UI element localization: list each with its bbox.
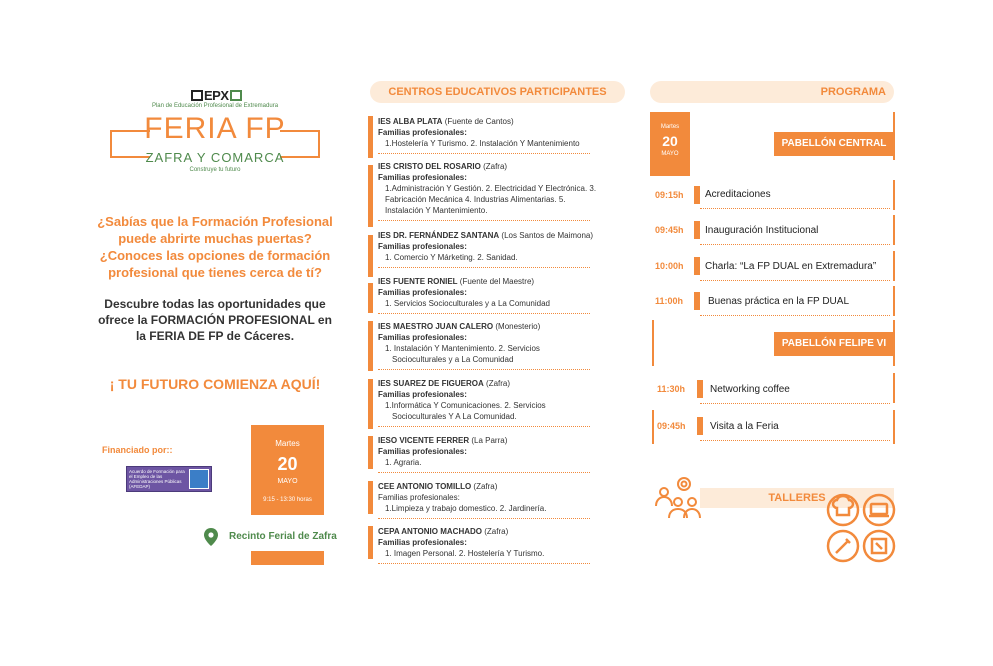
divider: [378, 559, 590, 564]
center-place: (La Parra): [471, 436, 508, 445]
funder-logo: [126, 466, 212, 492]
center-item: [378, 526, 628, 564]
divider: [700, 315, 890, 316]
center-name: IES CRISTO DEL ROSARIO: [378, 162, 481, 171]
slot-line: [893, 180, 895, 210]
center-place: (Fuente del Maestre): [459, 277, 535, 286]
program-day: 20: [662, 133, 678, 149]
families-line: 1. Agraria.: [385, 458, 422, 467]
date-strip: [251, 551, 324, 565]
center-place: (Fuente de Cantos): [444, 117, 514, 126]
families-label: Familias profesionales:: [378, 128, 467, 137]
divider: [378, 149, 590, 154]
slot-activity: Charla: “La FP DUAL en Extremadura”: [705, 261, 877, 272]
families-line: 1. Instalación Y Mantenimiento. 2. Servicios: [385, 344, 540, 353]
families-label: Familias profesionales:: [378, 538, 467, 547]
families-label: Familias profesionales:: [378, 242, 467, 251]
center-item: [378, 161, 628, 221]
slot-line: [893, 410, 895, 444]
slot-activity: Networking coffee: [710, 384, 790, 395]
center-name: CEE ANTONIO TOMILLO: [378, 482, 472, 491]
date-card: [251, 425, 324, 515]
center-place: (Zafra): [473, 482, 498, 491]
funder-text: Acuerdo de Formación para el Empleo de las Administraciones Públicas (AFEDAP): [129, 469, 185, 489]
families-label: Familias profesionales:: [378, 173, 467, 182]
families-label: Familias profesionales:: [378, 390, 467, 399]
divider: [378, 263, 590, 268]
slot-marker: [694, 257, 700, 275]
slot-line: [893, 373, 895, 403]
families-line: 1.Hostelería Y Turismo. 2. Instalación Y Mantenimiento: [385, 139, 580, 148]
center-name: IES MAESTRO JUAN CALERO: [378, 322, 494, 331]
funder-emblem-icon: [189, 469, 209, 489]
slot-activity: Acreditaciones: [705, 189, 771, 200]
center-item: [378, 435, 628, 473]
slot-time: 11:30h: [657, 384, 686, 394]
program-month: MAYO: [661, 151, 679, 157]
slot-activity: Visita a la Feria: [710, 421, 779, 432]
divider: [378, 422, 590, 427]
pavilion-line: [652, 320, 654, 366]
center-name: IES ALBA PLATA: [378, 117, 443, 126]
fair-title-main: FERIA: [144, 112, 236, 145]
fair-title-fp: FP: [245, 112, 286, 145]
future-slogan: ¡ TU FUTURO COMIENZA AQUÍ!: [109, 376, 321, 392]
slot-marker: [697, 417, 703, 435]
slot-activity: Inauguración Institucional: [705, 225, 819, 236]
slot-marker: [694, 221, 700, 239]
families-label: Familias profesionales:: [378, 333, 467, 342]
slot-marker: [694, 186, 700, 204]
center-name: IES SUAREZ DE FIGUEROA: [378, 379, 484, 388]
center-place: (Zafra): [486, 379, 511, 388]
center-name: IES DR. FERNÁNDEZ SANTANA: [378, 231, 500, 240]
families-line: Instalación Y Mantenimiento.: [385, 206, 488, 215]
workshops-banner: TALLERES: [700, 488, 894, 508]
center-place: (Zafra): [484, 527, 509, 536]
families-line: 1.Informática Y Comunicaciones. 2. Servicios: [385, 401, 546, 410]
pavilion-felipe-banner: PABELLÓN FELIPE VI: [774, 332, 894, 356]
program-header: PROGRAMA: [650, 81, 894, 103]
date-month: MAYO: [277, 478, 298, 485]
families-label: Familias profesionales:: [378, 493, 460, 502]
families-line: Fabricación Mecánica 4. Industrias Alimentarias. 5.: [385, 195, 566, 204]
fair-tagline: Construye tu futuro: [189, 167, 241, 173]
slot-time: 09:45h: [657, 421, 686, 431]
divider: [700, 403, 890, 404]
epx-logo: [190, 88, 243, 103]
divider: [378, 365, 590, 370]
divider: [700, 280, 890, 281]
families-line: Socioculturales y a La Comunidad: [392, 355, 514, 364]
families-line: 1. Servicios Socioculturales y a La Comunidad: [385, 299, 550, 308]
divider: [378, 514, 590, 519]
families-line: 1.Limpieza y trabajo domestico. 2. Jardinería.: [385, 504, 547, 513]
slot-line: [652, 410, 654, 444]
slot-time: 11:00h: [655, 296, 684, 306]
check-icon: [230, 90, 242, 101]
center-item: [378, 230, 628, 268]
logo-text: EPX: [204, 88, 229, 103]
date-day-of-week: Martes: [275, 439, 300, 448]
families-line: 1. Comercio Y Márketing. 2. Sanidad.: [385, 253, 518, 262]
center-place: (Zafra): [483, 162, 508, 171]
intro-discover: Descubre todas las oportunidades que ofrece la FORMACIÓN PROFESIONAL en la FERIA DE FP de Cáceres.: [98, 297, 332, 343]
pavilion-central-banner: PABELLÓN CENTRAL: [774, 132, 894, 156]
slot-time: 10:00h: [655, 261, 684, 271]
slot-marker: [694, 292, 700, 310]
center-name: IESO VICENTE FERRER: [378, 436, 470, 445]
intro-question: ¿Sabías que la Formación Profesional puede abrirte muchas puertas? ¿Conoces las opciones de formación profesional que tienes cerca de tí?: [97, 214, 333, 280]
divider: [378, 309, 590, 314]
check-icon: [191, 90, 203, 101]
program-day-of-week: Martes: [660, 124, 680, 130]
fair-subtitle: ZAFRA Y COMARCA: [145, 150, 285, 165]
families-line: 1. Imagen Personal. 2. Hostelería Y Turismo.: [385, 549, 545, 558]
slot-marker: [697, 380, 703, 398]
divider: [700, 208, 890, 209]
divider: [700, 440, 890, 441]
divider: [378, 468, 590, 473]
center-item: [378, 481, 628, 519]
center-place: (Monesterio): [495, 322, 541, 331]
map-pin-icon: [204, 528, 218, 546]
slot-time: 09:15h: [655, 190, 684, 200]
divider: [378, 216, 590, 221]
center-name: IES FUENTE RONIEL: [378, 277, 458, 286]
center-item: [378, 276, 628, 314]
program-date-card: [650, 112, 690, 176]
date-hours: 9:15 - 13:30 horas: [263, 497, 312, 503]
date-day: 20: [277, 454, 298, 474]
divider: [700, 244, 890, 245]
center-name: CEPA ANTONIO MACHADO: [378, 527, 482, 536]
slot-time: 09:45h: [655, 225, 684, 235]
centers-side-bar: [368, 116, 373, 566]
families-line: Socioculturales Y A La Comunidad.: [392, 412, 517, 421]
slot-line: [893, 286, 895, 316]
tools-icon: [826, 493, 896, 563]
center-item: [378, 321, 628, 370]
center-item: [378, 116, 628, 154]
families-line: 1.Administración Y Gestión. 2. Electricidad Y Electrónica. 3.: [385, 184, 597, 193]
centers-header: CENTROS EDUCATIVOS PARTICIPANTES: [370, 81, 625, 103]
slot-line: [893, 215, 895, 245]
families-label: Familias profesionales:: [378, 288, 467, 297]
logo-subtitle: Plan de Educación Profesional de Extremadura: [151, 103, 279, 109]
slot-line: [893, 251, 895, 281]
slot-activity: Buenas práctica en la FP DUAL: [708, 296, 850, 307]
center-place: (Los Santos de Maimona): [501, 231, 594, 240]
venue-label: Recinto Ferial de Zafra: [229, 531, 337, 542]
people-group-icon: [654, 476, 702, 520]
funded-label: Financiado por::: [102, 445, 173, 455]
families-label: Familias profesionales:: [378, 447, 467, 456]
center-item: [378, 378, 628, 427]
